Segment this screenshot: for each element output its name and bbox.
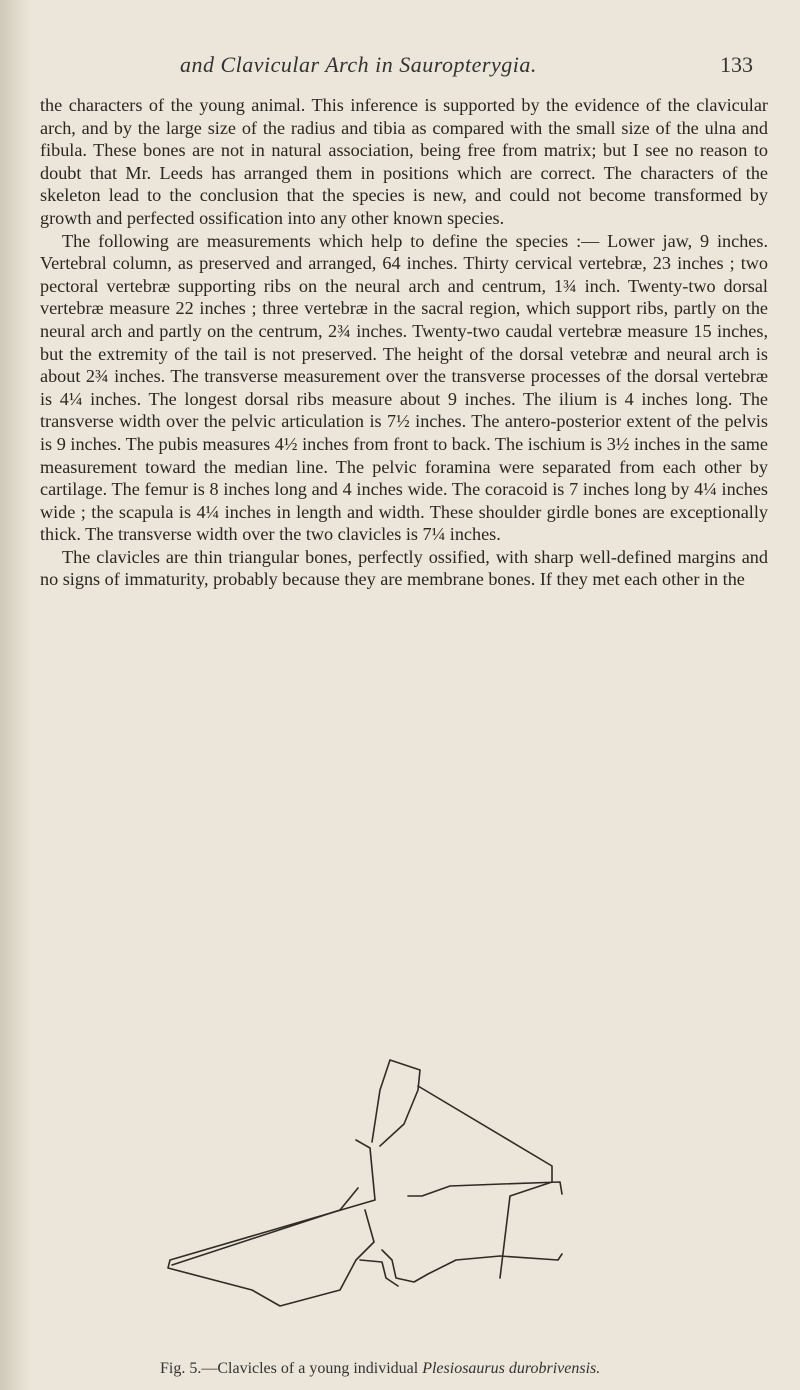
page-number: 133 [720,52,753,77]
caption-species: Plesiosaurus durobrivensis. [422,1360,601,1377]
right-clavicle-blade [418,1086,552,1278]
right-clavicle-lower-edge [408,1182,562,1196]
caption-text: Fig. 5.—Clavicles of a young individual [160,1360,423,1377]
figure-caption [160,1360,760,1378]
paragraph: The following are measurements which help to define the species :— Lower jaw, 9 inches. Vertebral column, as preserved and arranged, 64 inches. Thirty cervical vertebræ, 23 inches ; two pectoral vertebræ supporting ribs on the neural arch and centrum, 1¾ inch. Twenty-two dorsal vertebræ measure 22 inches ; three vertebræ in the sacral region, which support ribs, partly on the neural arch and partly on the centrum, 2¾ inches. Twenty-two caudal vertebræ measure 15 inches, but the extremity of the tail is not preserved. The height of the dorsal vetebræ and neural arch is about 2¾ inches. The transverse measurement over the transverse processes of the dorsal vertebræ is 4¼ inches. The longest dorsal ribs measure about 9 inches. The ilium is 4 inches long. The transverse width over the pelvic articulation is 7½ inches. The antero-posterior extent of the pelvis is 9 inches. The pubis measures 4½ inches from front to back. The ischium is 3½ inches in the same measurement toward the median line. The pelvic foramina were separated from each other by cartilage. The femur is 8 inches long and 4 inches wide. The coracoid is 7 inches long by 4¼ inches wide ; the scapula is 4¼ inches in length and width. These shoulder girdle bones are exceptionally thick. The transverse width over the two clavicles is 7¼ inches. [40,230,768,545]
running-header [0,52,800,82]
paragraph: the characters of the young animal. This inference is supported by the evidence of the clavicular arch, and by the large size of the radius and tibia as compared with the small size of the ulna and fibula. These bones are not in natural association, being free from matrix; but I see no reason to doubt that Mr. Leeds has arranged them in positions which are correct. The characters of the skeleton lead to the conclusion that the species is new, and could not become transformed by growth and perfected ossification into any other known species. [40,95,768,228]
page-edge-shadow [0,0,30,1390]
running-title: and Clavicular Arch in Sauropterygia. [180,52,537,77]
right-clavicle-posterior [382,1250,562,1282]
right-clavicle-outline [372,1060,420,1146]
paragraph: The clavicles are thin triangular bones, perfectly ossified, with sharp well-defined margins and no signs of immaturity, probably because they are membrane bones. If they met each other in the [40,546,768,590]
left-clavicle-outline [168,1140,375,1306]
clavicles-drawing [160,960,720,1350]
figure-clavicles [160,960,720,1377]
left-clavicle-inner-edge [172,1188,358,1265]
body-text [40,94,768,591]
